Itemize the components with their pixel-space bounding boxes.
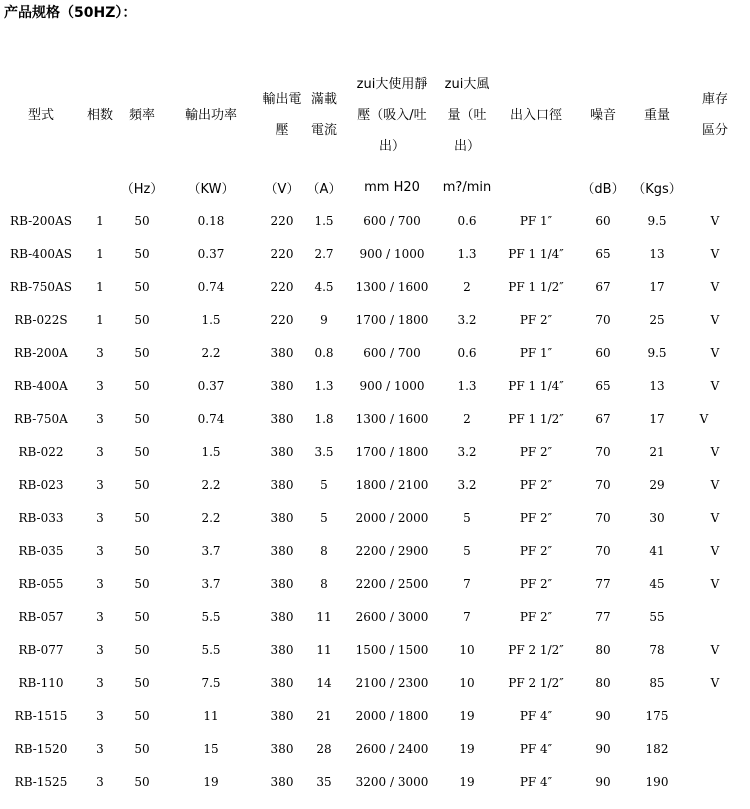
- table-cell: 3: [96, 774, 104, 789]
- table-cell: 9.5: [647, 213, 667, 228]
- table-cell: 67: [595, 279, 611, 294]
- table-cell: 11: [316, 609, 332, 624]
- table-cell: V: [710, 642, 720, 657]
- table-cell: 0.37: [197, 246, 225, 261]
- table-cell: [688, 732, 742, 765]
- table-cell: PF 2″: [519, 576, 553, 591]
- table-cell: PF 2″: [519, 477, 553, 492]
- table-cell: RB-750A: [14, 411, 68, 426]
- table-row: [2, 732, 742, 765]
- table-cell: PF 1 1/2″: [508, 279, 564, 294]
- table-cell: 2200 / 2500: [355, 576, 429, 591]
- table-cell: 60: [595, 213, 611, 228]
- table-row: [2, 237, 742, 270]
- table-cell: RB-055: [18, 576, 64, 591]
- table-cell: 0.74: [197, 411, 225, 426]
- table-cell: RB-035: [18, 543, 64, 558]
- table-cell: 380: [270, 741, 294, 756]
- unit-cell: （dB）: [581, 181, 625, 197]
- table-cell: 19: [203, 774, 219, 789]
- table-cell: 55: [649, 609, 665, 624]
- table-cell: 50: [134, 213, 150, 228]
- table-cell: 80: [595, 675, 611, 690]
- table-cell: 380: [270, 642, 294, 657]
- column-header-line: 壓（吸入/吐: [357, 107, 427, 123]
- table-row: [2, 468, 742, 501]
- column-header-line: 出）: [378, 138, 405, 154]
- unit-cell: [2, 170, 80, 204]
- table-cell: 2.2: [201, 345, 221, 360]
- unit-row: [2, 170, 742, 204]
- table-cell: 3.5: [314, 444, 334, 459]
- table-row: [2, 567, 742, 600]
- column-header: [258, 60, 306, 170]
- table-cell: 0.37: [197, 378, 225, 393]
- table-cell: RB-400AS: [10, 246, 72, 261]
- column-header-line: 電流: [310, 123, 337, 138]
- table-cell: V: [710, 543, 720, 558]
- unit-cell: [492, 170, 580, 204]
- table-row: [2, 336, 742, 369]
- column-header: [164, 60, 258, 170]
- table-cell: 3: [96, 543, 104, 558]
- table-row: [2, 534, 742, 567]
- table-cell: 7.5: [201, 675, 221, 690]
- table-cell: 65: [595, 378, 611, 393]
- unit-cell: m?/min: [442, 179, 492, 195]
- table-cell: 2.2: [201, 477, 221, 492]
- column-header-line: 壓: [275, 123, 289, 138]
- table-cell: 380: [270, 345, 294, 360]
- table-cell: 2: [463, 411, 471, 426]
- table-row: [2, 633, 742, 666]
- table-cell: V: [710, 675, 720, 690]
- column-header: [120, 60, 164, 170]
- table-cell: PF 4″: [519, 741, 553, 756]
- column-header: [80, 60, 120, 170]
- table-cell: 7: [463, 609, 471, 624]
- table-cell: 3: [96, 444, 104, 459]
- table-cell: 2600 / 2400: [355, 741, 429, 756]
- table-row: [2, 270, 742, 303]
- table-cell: 2200 / 2900: [355, 543, 429, 558]
- table-cell: 10: [459, 675, 475, 690]
- table-cell: 3.2: [457, 312, 477, 327]
- table-cell: 21: [649, 444, 665, 459]
- column-header: [688, 60, 742, 170]
- table-cell: PF 2 1/2″: [508, 642, 564, 657]
- table-cell: PF 2″: [519, 543, 553, 558]
- column-header-line: zui大風: [444, 76, 490, 92]
- table-cell: [688, 699, 742, 732]
- table-cell: 80: [595, 642, 611, 657]
- table-cell: 3: [96, 477, 104, 492]
- table-cell: [688, 600, 742, 633]
- table-cell: RB-200AS: [10, 213, 72, 228]
- table-cell: V: [710, 510, 720, 525]
- table-cell: 0.8: [314, 345, 334, 360]
- column-header-line: 出入口徑: [509, 107, 562, 123]
- table-cell: PF 1″: [519, 213, 553, 228]
- table-cell: V: [710, 312, 720, 327]
- table-cell: 29: [649, 477, 665, 492]
- column-header: [342, 60, 442, 170]
- column-header-line: 量（吐: [447, 107, 487, 123]
- page-title: 产品规格（50HZ）：: [4, 5, 137, 21]
- table-cell: V: [710, 279, 720, 294]
- table-cell: 50: [134, 576, 150, 591]
- table-cell: 600 / 700: [363, 345, 421, 360]
- table-cell: 9.5: [647, 345, 667, 360]
- table-cell: V: [699, 411, 709, 426]
- table-cell: 190: [645, 774, 669, 789]
- table-cell: 21: [316, 708, 332, 723]
- table-cell: 3: [96, 642, 104, 657]
- table-cell: V: [710, 246, 720, 261]
- table-cell: RB-022S: [14, 312, 68, 327]
- table-row: [2, 699, 742, 732]
- table-cell: 50: [134, 774, 150, 789]
- table-cell: 2600 / 3000: [355, 609, 429, 624]
- table-cell: 14: [316, 675, 332, 690]
- table-cell: V: [710, 345, 720, 360]
- table-cell: 13: [649, 246, 665, 261]
- table-cell: 90: [595, 774, 611, 789]
- table-cell: RB-1515: [14, 708, 68, 723]
- table-cell: 70: [595, 543, 611, 558]
- table-body: [2, 204, 742, 798]
- table-cell: 50: [134, 741, 150, 756]
- table-cell: 5: [463, 543, 471, 558]
- column-header: [626, 60, 688, 170]
- table-cell: RB-022: [18, 444, 64, 459]
- table-cell: 50: [134, 510, 150, 525]
- table-cell: 2000 / 1800: [355, 708, 429, 723]
- table-cell: 380: [270, 609, 294, 624]
- table-cell: 50: [134, 279, 150, 294]
- table-cell: 1800 / 2100: [355, 477, 429, 492]
- table-cell: 25: [649, 312, 665, 327]
- table-cell: PF 2″: [519, 609, 553, 624]
- table-cell: 3: [96, 675, 104, 690]
- spec-table: [2, 60, 742, 798]
- column-header-line: 滿載: [310, 92, 337, 107]
- table-row: [2, 204, 742, 237]
- table-cell: 3.2: [457, 444, 477, 459]
- table-row: [2, 369, 742, 402]
- table-cell: PF 4″: [519, 708, 553, 723]
- table-cell: 1: [96, 312, 104, 327]
- table-cell: 50: [134, 477, 150, 492]
- table-cell: [688, 765, 742, 798]
- table-cell: 3200 / 3000: [355, 774, 429, 789]
- table-cell: RB-057: [18, 609, 64, 624]
- unit-cell: （Kgs）: [632, 181, 682, 197]
- table-cell: 50: [134, 609, 150, 624]
- table-cell: 5.5: [201, 609, 221, 624]
- table-cell: 900 / 1000: [359, 246, 425, 261]
- unit-cell: mm H20: [364, 179, 420, 195]
- table-cell: 70: [595, 312, 611, 327]
- column-header-line: 相数: [86, 107, 113, 123]
- table-cell: 4.5: [314, 279, 334, 294]
- table-cell: PF 2″: [519, 444, 553, 459]
- table-cell: 3: [96, 510, 104, 525]
- table-cell: 90: [595, 708, 611, 723]
- table-cell: PF 2″: [519, 510, 553, 525]
- table-row: [2, 303, 742, 336]
- table-cell: 2.7: [314, 246, 334, 261]
- table-cell: 1: [96, 279, 104, 294]
- table-cell: 70: [595, 477, 611, 492]
- table-cell: 0.6: [457, 213, 477, 228]
- table-cell: 45: [649, 576, 665, 591]
- table-cell: 380: [270, 675, 294, 690]
- table-cell: PF 1″: [519, 345, 553, 360]
- table-cell: RB-023: [18, 477, 64, 492]
- table-cell: 50: [134, 246, 150, 261]
- table-cell: 3.7: [201, 576, 221, 591]
- table-cell: 8: [320, 543, 328, 558]
- table-cell: 70: [595, 510, 611, 525]
- table-cell: RB-1520: [14, 741, 68, 756]
- table-cell: 380: [270, 708, 294, 723]
- column-header-line: zui大使用靜: [356, 76, 428, 92]
- table-cell: 11: [203, 708, 219, 723]
- table-cell: 50: [134, 312, 150, 327]
- table-cell: 35: [316, 774, 332, 789]
- table-cell: 1300 / 1600: [355, 279, 429, 294]
- table-cell: 85: [649, 675, 665, 690]
- column-header: [2, 60, 80, 170]
- header-row: [2, 60, 742, 170]
- table-cell: 78: [649, 642, 665, 657]
- table-cell: 380: [270, 576, 294, 591]
- table-cell: PF 1 1/4″: [508, 246, 564, 261]
- unit-cell: （V）: [264, 181, 300, 197]
- table-cell: 50: [134, 543, 150, 558]
- table-cell: 380: [270, 477, 294, 492]
- table-row: [2, 402, 742, 435]
- table-cell: 2.2: [201, 510, 221, 525]
- table-cell: 3: [96, 708, 104, 723]
- table-cell: 19: [459, 708, 475, 723]
- table-cell: 50: [134, 411, 150, 426]
- table-cell: 5.5: [201, 642, 221, 657]
- table-cell: V: [710, 213, 720, 228]
- table-cell: 380: [270, 378, 294, 393]
- unit-cell: [80, 170, 120, 204]
- unit-cell: （Hz）: [120, 181, 164, 197]
- table-cell: 3.7: [201, 543, 221, 558]
- table-cell: 5: [463, 510, 471, 525]
- table-cell: 0.18: [197, 213, 225, 228]
- table-cell: PF 1 1/4″: [508, 378, 564, 393]
- table-cell: 3: [96, 345, 104, 360]
- table-cell: 220: [270, 312, 294, 327]
- table-cell: 67: [595, 411, 611, 426]
- table-cell: 1300 / 1600: [355, 411, 429, 426]
- table-cell: 900 / 1000: [359, 378, 425, 393]
- table-cell: 50: [134, 675, 150, 690]
- table-cell: 2: [463, 279, 471, 294]
- unit-cell: （A）: [306, 181, 342, 197]
- table-row: [2, 666, 742, 699]
- table-cell: 1: [96, 213, 104, 228]
- table-cell: 1700 / 1800: [355, 444, 429, 459]
- table-cell: RB-200A: [14, 345, 68, 360]
- column-header-line: 區分: [701, 123, 728, 138]
- column-header: [306, 60, 342, 170]
- table-cell: 380: [270, 774, 294, 789]
- table-cell: 50: [134, 642, 150, 657]
- table-cell: PF 2 1/2″: [508, 675, 564, 690]
- table-cell: RB-110: [18, 675, 64, 690]
- table-cell: 19: [459, 741, 475, 756]
- table-cell: 175: [645, 708, 669, 723]
- column-header-line: 重量: [643, 107, 670, 123]
- table-cell: 0.6: [457, 345, 477, 360]
- table-cell: 17: [649, 411, 665, 426]
- column-header-line: 輸出功率: [184, 107, 237, 123]
- table-cell: 380: [270, 543, 294, 558]
- table-cell: 2000 / 2000: [355, 510, 429, 525]
- table-cell: 50: [134, 444, 150, 459]
- table-cell: 5: [320, 477, 328, 492]
- table-cell: 50: [134, 708, 150, 723]
- column-header-line: 噪音: [589, 107, 616, 123]
- column-header-line: 輸出電: [262, 92, 302, 107]
- table-cell: 1.8: [314, 411, 334, 426]
- table-cell: V: [710, 576, 720, 591]
- table-cell: 380: [270, 510, 294, 525]
- table-cell: 3: [96, 609, 104, 624]
- table-cell: 182: [645, 741, 669, 756]
- table-cell: 41: [649, 543, 665, 558]
- table-cell: 220: [270, 279, 294, 294]
- table-cell: PF 1 1/2″: [508, 411, 564, 426]
- table-cell: 30: [649, 510, 665, 525]
- table-cell: 3: [96, 576, 104, 591]
- table-cell: 77: [595, 576, 611, 591]
- column-header-line: 出）: [453, 138, 480, 154]
- table-cell: 3.2: [457, 477, 477, 492]
- table-cell: V: [710, 477, 720, 492]
- table-cell: RB-1525: [14, 774, 68, 789]
- table-cell: 1.5: [201, 312, 221, 327]
- table-cell: 11: [316, 642, 332, 657]
- table-cell: RB-750AS: [10, 279, 72, 294]
- table-row: [2, 765, 742, 798]
- table-cell: 60: [595, 345, 611, 360]
- table-cell: 8: [320, 576, 328, 591]
- unit-cell: （KW）: [187, 181, 235, 197]
- table-cell: 9: [320, 312, 328, 327]
- table-cell: 10: [459, 642, 475, 657]
- column-header: [442, 60, 492, 170]
- table-cell: PF 4″: [519, 774, 553, 789]
- table-cell: 1700 / 1800: [355, 312, 429, 327]
- table-cell: 380: [270, 411, 294, 426]
- table-cell: 5: [320, 510, 328, 525]
- table-cell: 600 / 700: [363, 213, 421, 228]
- table-cell: 1500 / 1500: [355, 642, 429, 657]
- table-cell: 28: [316, 741, 332, 756]
- column-header-line: 型式: [27, 107, 54, 123]
- table-cell: 70: [595, 444, 611, 459]
- table-cell: 220: [270, 213, 294, 228]
- table-cell: 3: [96, 411, 104, 426]
- table-cell: 3: [96, 378, 104, 393]
- table-cell: RB-077: [18, 642, 64, 657]
- table-cell: RB-400A: [14, 378, 68, 393]
- table-cell: 1.3: [457, 246, 477, 261]
- table-cell: 50: [134, 345, 150, 360]
- table-cell: 1.5: [314, 213, 334, 228]
- table-cell: 380: [270, 444, 294, 459]
- table-cell: V: [710, 378, 720, 393]
- table-row: [2, 435, 742, 468]
- table-row: [2, 501, 742, 534]
- column-header: [580, 60, 626, 170]
- table-cell: 15: [203, 741, 219, 756]
- table-cell: 90: [595, 741, 611, 756]
- table-cell: V: [710, 444, 720, 459]
- column-header: [492, 60, 580, 170]
- table-cell: 1: [96, 246, 104, 261]
- table-row: [2, 600, 742, 633]
- column-header-line: 庫存: [701, 92, 728, 107]
- table-cell: 13: [649, 378, 665, 393]
- table-cell: 3: [96, 741, 104, 756]
- table-cell: PF 2″: [519, 312, 553, 327]
- table-cell: 65: [595, 246, 611, 261]
- table-cell: 7: [463, 576, 471, 591]
- table-cell: 19: [459, 774, 475, 789]
- table-cell: 1.3: [314, 378, 334, 393]
- table-cell: 77: [595, 609, 611, 624]
- table-cell: 1.3: [457, 378, 477, 393]
- table-cell: 2100 / 2300: [355, 675, 429, 690]
- unit-cell: [688, 170, 742, 204]
- table-cell: 1.5: [201, 444, 221, 459]
- column-header-line: 頻率: [128, 107, 155, 123]
- table-cell: 220: [270, 246, 294, 261]
- table-cell: 50: [134, 378, 150, 393]
- table-cell: 0.74: [197, 279, 225, 294]
- table-cell: 17: [649, 279, 665, 294]
- table-cell: RB-033: [18, 510, 64, 525]
